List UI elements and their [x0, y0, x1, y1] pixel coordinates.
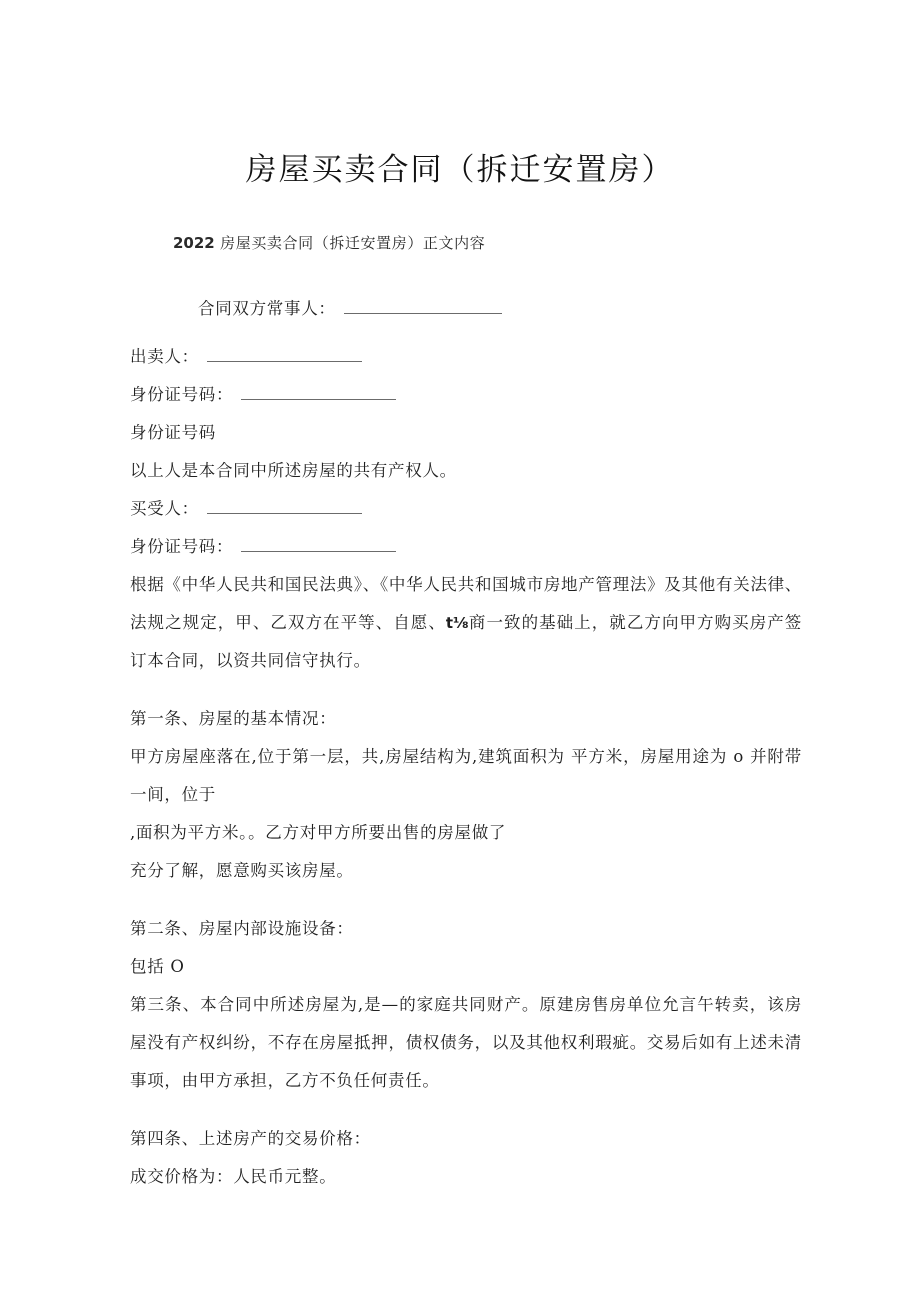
buyer-line — [130, 490, 802, 528]
preamble-text-1: 根据《中华人民共和国民法典》、《中华人民共和国城市房地产管理法》及其他有关法律、法规之规定，甲、乙双方在平等、自愿、 — [130, 575, 802, 632]
article-1-line-2: ,面积为平方米。。乙方对甲方所要出售的房屋做了 — [130, 823, 507, 842]
preamble-ocr-glyph: t⅛ — [445, 614, 469, 632]
article-1-line-1: 甲方房屋座落在,位于第一层，共,房屋结构为,建筑面积为 平方米，房屋用途为 o 并附带一间，位于 — [130, 747, 802, 804]
buyer-id-line — [130, 528, 802, 566]
buyer-id-blank[interactable] — [241, 536, 396, 552]
both-parties-line — [130, 290, 802, 328]
preamble-text-2: 商一致的基础上，就乙方向甲方购买房产签订本合同，以资共同信守执行。 — [130, 613, 802, 670]
page-title: 房屋买卖合同（拆迁安置房） — [245, 152, 675, 188]
seller-id-line — [130, 376, 802, 414]
document-subtitle — [173, 231, 485, 255]
subtitle-text: 房屋买卖合同（拆迁安置房）正文内容 — [214, 234, 486, 252]
seller-id-blank[interactable] — [241, 384, 396, 400]
seller-id-label-2: 身份证号码 — [130, 423, 216, 442]
seller-blank[interactable] — [207, 346, 362, 362]
seller-id-label: 身份证号码： — [130, 385, 234, 404]
spacer — [130, 890, 802, 910]
buyer-id-label: 身份证号码： — [130, 537, 234, 556]
article-3-heading: 第三条、本合同中所述房屋为,是—的家庭共同财产。原建房售房单位允言午转卖，该房屋没有产权纠纷，不存在房屋抵押，债权债务，以及其他权利瑕疵。交易后如有上述未清事项，由甲方承担，乙方不负任何责任。 — [130, 995, 802, 1090]
seller-line — [130, 338, 802, 376]
spacer — [130, 328, 802, 338]
article-1-heading: 第一条、房屋的基本情况： — [130, 709, 337, 728]
article-2-heading: 第二条、房屋内部设施设备： — [130, 919, 354, 938]
seller-id-line-2 — [130, 414, 802, 452]
spacer — [130, 680, 802, 700]
both-parties-label: 合同双方常事人： — [198, 299, 336, 318]
seller-label: 出卖人： — [130, 347, 199, 366]
spacer — [130, 1100, 802, 1120]
preamble-paragraph — [130, 566, 802, 680]
article-4-line-1: 成交价格为：人民币元整。 — [130, 1167, 337, 1186]
co-owner-note: 以上人是本合同中所述房屋的共有产权人。 — [130, 461, 457, 480]
document-body — [130, 290, 802, 1196]
both-parties-blank[interactable] — [344, 298, 502, 314]
article-2-line-1: 包括 O — [130, 957, 185, 976]
buyer-blank[interactable] — [207, 498, 362, 514]
subtitle-year: 2022 — [173, 234, 215, 252]
buyer-label: 买受人： — [130, 499, 199, 518]
article-4-heading: 第四条、上述房产的交易价格： — [130, 1129, 371, 1148]
article-1-line-3: 充分了解，愿意购买该房屋。 — [130, 861, 354, 880]
